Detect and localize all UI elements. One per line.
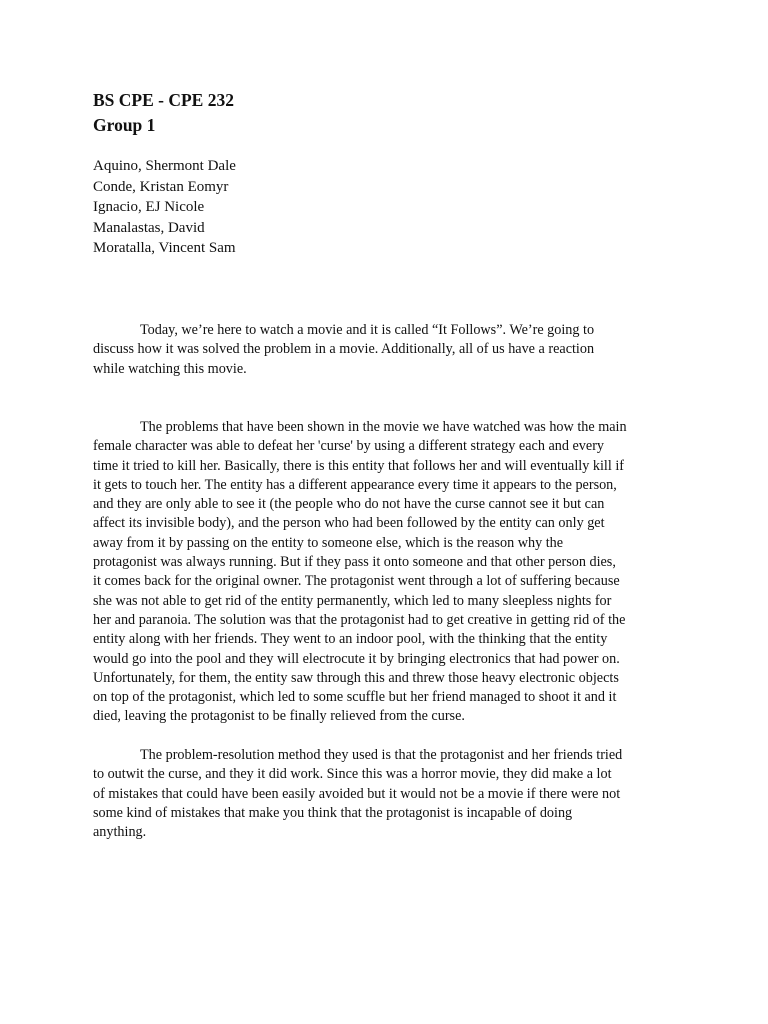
paragraph-line: it comes back for the original owner. The protagonist went through a lot of suffering because [93, 573, 620, 590]
member-name: Moratalla, Vincent Sam [93, 240, 236, 257]
paragraph-line: to outwit the curse, and they it did work. Since this was a horror movie, they did make a lot [93, 766, 612, 783]
paragraph-line: Today, we’re here to watch a movie and it is called “It Follows”. We’re going to [140, 322, 595, 338]
member-name: Ignacio, EJ Nicole [93, 199, 205, 216]
problem-paragraph [93, 418, 673, 727]
paragraph-line: time it tried to kill her. Basically, there is this entity that follows her and will eventually kill if [93, 457, 625, 474]
paragraph-line: anything. [93, 824, 147, 841]
paragraph-line: The problems that have been shown in the movie we have watched was how the main [140, 419, 627, 435]
paragraph-line: on top of the protagonist, which led to some scuffle but her friend managed to shoot it and it [93, 689, 617, 706]
member-name: Conde, Kristan Eomyr [93, 178, 229, 195]
document-heading [93, 88, 234, 138]
paragraph-line: died, leaving the protagonist to be finally relieved from the curse. [93, 708, 465, 725]
group-title: Group 1 [93, 115, 156, 135]
paragraph-line: female character was able to defeat her 'curse' by using a different strategy each and every [93, 438, 605, 455]
member-list [93, 156, 236, 259]
resolution-paragraph [93, 746, 673, 842]
paragraph-line: it gets to touch her. The entity has a different appearance every time it appears to the person, [93, 476, 617, 493]
paragraph-line: Unfortunately, for them, the entity saw through this and threw those heavy electronic objects [93, 669, 619, 686]
member-name: Aquino, Shermont Dale [93, 158, 236, 174]
paragraph-line: would go into the pool and they will electrocute it by bringing electronics that had power on. [93, 650, 620, 667]
paragraph-line: away from it by passing on the entity to someone else, which is the reason why the [93, 534, 564, 551]
paragraph-line: discuss how it was solved the problem in a movie. Additionally, all of us have a reaction [93, 341, 595, 358]
paragraph-line: protagonist was always running. But if they pass it onto someone and that other person dies, [93, 554, 616, 571]
paragraph-line: The problem-resolution method they used is that the protagonist and her friends tried [140, 747, 623, 763]
paragraph-line: entity along with her friends. They went to an indoor pool, with the thinking that the entity [93, 631, 608, 648]
paragraph-line: affect its invisible body), and the person who had been followed by the entity can only get [93, 515, 605, 532]
member-name: Manalastas, David [93, 219, 205, 236]
paragraph-line: her and paranoia. The solution was that the protagonist had to get creative in getting rid of the [93, 611, 626, 628]
paragraph-line: she was not able to get rid of the entity permanently, which led to many sleepless nights for [93, 592, 612, 609]
paragraph-line: of mistakes that could have been easily avoided but it would not be a movie if there were not [93, 785, 621, 802]
course-title: BS CPE - CPE 232 [93, 90, 234, 110]
paragraph-line: some kind of mistakes that make you think that the protagonist is incapable of doing [93, 804, 573, 821]
paragraph-line: while watching this movie. [93, 360, 247, 377]
paragraph-line: and they are only able to see it (the people who do not have the curse cannot see it but can [93, 496, 605, 513]
intro-paragraph [93, 321, 673, 379]
